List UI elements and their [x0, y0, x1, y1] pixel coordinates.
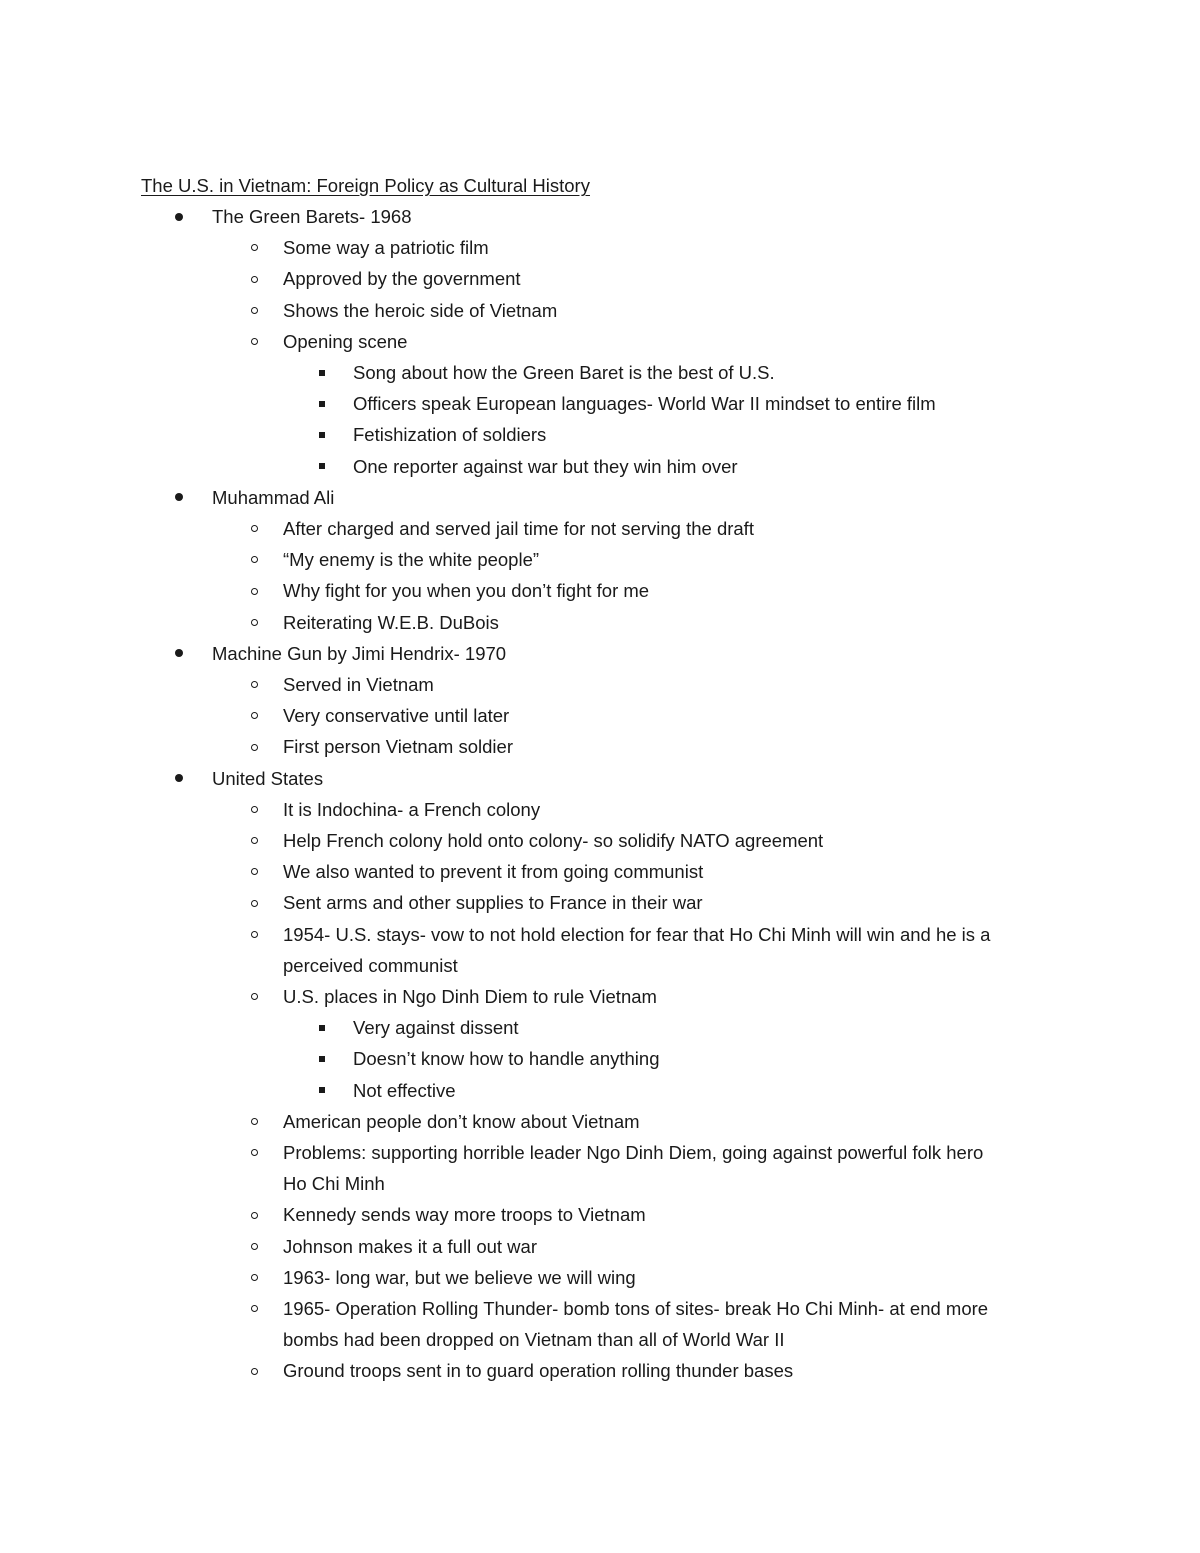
list-item-level-2: Johnson makes it a full out war [283, 1235, 537, 1257]
list-item-level-2: After charged and served jail time for not serving the draft [283, 518, 754, 539]
list-item-level-3: Not effective [353, 1079, 456, 1101]
list-item-level-2: Ground troops sent in to guard operation rolling thunder bases [283, 1360, 794, 1382]
bullet-icon [175, 649, 183, 657]
list-item-level-3: Song about how the Green Baret is the best of U.S. [353, 362, 775, 383]
list-item-level-2: We also wanted to prevent it from going communist [283, 861, 704, 883]
circle-bullet-icon [251, 1305, 258, 1312]
list-item-level-2: Shows the heroic side of Vietnam [283, 299, 558, 321]
circle-bullet-icon [251, 1118, 258, 1125]
square-bullet-icon [319, 401, 325, 407]
circle-bullet-icon [251, 1243, 258, 1250]
list-item-level-3: Very against dissent [353, 1017, 519, 1039]
circle-bullet-icon [251, 276, 258, 283]
circle-bullet-icon [251, 619, 258, 626]
circle-bullet-icon [251, 993, 258, 1000]
list-item-level-2: Reiterating W.E.B. DuBois [283, 611, 499, 633]
circle-bullet-icon [251, 1274, 258, 1281]
list-item-level-1: Muhammad Ali [212, 486, 335, 508]
list-item-continuation: Ho Chi Minh [283, 1173, 385, 1195]
circle-bullet-icon [251, 868, 258, 875]
circle-bullet-icon [251, 681, 258, 688]
list-item-level-3: Officers speak European languages- World War II mindset to entire film [353, 393, 936, 415]
list-item-level-2: First person Vietnam soldier [283, 736, 513, 758]
circle-bullet-icon [251, 837, 258, 844]
list-item-level-3: One reporter against war but they win him over [353, 455, 738, 477]
circle-bullet-icon [251, 744, 258, 751]
square-bullet-icon [319, 463, 325, 469]
bullet-icon [175, 213, 183, 221]
list-item-level-2: “My enemy is the white people” [283, 549, 540, 571]
list-item-level-3: Fetishization of soldiers [353, 424, 547, 446]
circle-bullet-icon [251, 307, 258, 314]
circle-bullet-icon [251, 931, 258, 938]
list-item-level-2: U.S. places in Ngo Dinh Diem to rule Vietnam [283, 986, 657, 1007]
circle-bullet-icon [251, 900, 258, 907]
list-item-level-1: Machine Gun by Jimi Hendrix- 1970 [212, 642, 507, 664]
circle-bullet-icon [251, 712, 258, 719]
list-item-level-2: Some way a patriotic film [283, 237, 489, 259]
circle-bullet-icon [251, 806, 258, 813]
circle-bullet-icon [251, 1149, 258, 1156]
list-item-level-2: Why fight for you when you don’t fight for me [283, 580, 650, 602]
list-item-continuation: perceived communist [283, 954, 458, 976]
list-item-level-2: Kennedy sends way more troops to Vietnam [283, 1204, 646, 1226]
circle-bullet-icon [251, 556, 258, 563]
list-item-level-2: Sent arms and other supplies to France in their war [283, 892, 703, 914]
list-item-level-2: 1954- U.S. stays- vow to not hold election for fear that Ho Chi Minh will win and he is a [283, 923, 991, 945]
list-item-level-2: Help French colony hold onto colony- so solidify NATO agreement [283, 830, 824, 851]
circle-bullet-icon [251, 588, 258, 595]
circle-bullet-icon [251, 1212, 258, 1219]
square-bullet-icon [319, 432, 325, 438]
list-item-level-2: Served in Vietnam [283, 674, 434, 695]
list-item-level-2: 1963- long war, but we believe we will wing [283, 1266, 636, 1288]
document-title: The U.S. in Vietnam: Foreign Policy as Cultural History [141, 175, 590, 196]
square-bullet-icon [319, 1087, 325, 1093]
circle-bullet-icon [251, 244, 258, 251]
circle-bullet-icon [251, 1368, 258, 1375]
circle-bullet-icon [251, 338, 258, 345]
list-item-level-2: Opening scene [283, 330, 408, 352]
list-item-level-1: United States [212, 767, 324, 789]
square-bullet-icon [319, 1025, 325, 1031]
list-item-level-2: Problems: supporting horrible leader Ngo Dinh Diem, going against powerful folk hero [283, 1142, 984, 1163]
bullet-icon [175, 774, 183, 782]
list-item-level-2: Approved by the government [283, 268, 521, 290]
list-item-level-1: The Green Barets- 1968 [212, 206, 412, 227]
list-item-level-3: Doesn’t know how to handle anything [353, 1048, 660, 1070]
list-item-continuation: bombs had been dropped on Vietnam than all of World War II [283, 1329, 785, 1351]
list-item-level-2: Very conservative until later [283, 705, 510, 727]
bullet-icon [175, 493, 183, 501]
list-item-level-2: American people don’t know about Vietnam [283, 1110, 640, 1132]
circle-bullet-icon [251, 525, 258, 532]
square-bullet-icon [319, 1056, 325, 1062]
list-item-level-2: It is Indochina- a French colony [283, 798, 541, 820]
list-item-level-2: 1965- Operation Rolling Thunder- bomb tons of sites- break Ho Chi Minh- at end more [283, 1298, 989, 1319]
square-bullet-icon [319, 370, 325, 376]
